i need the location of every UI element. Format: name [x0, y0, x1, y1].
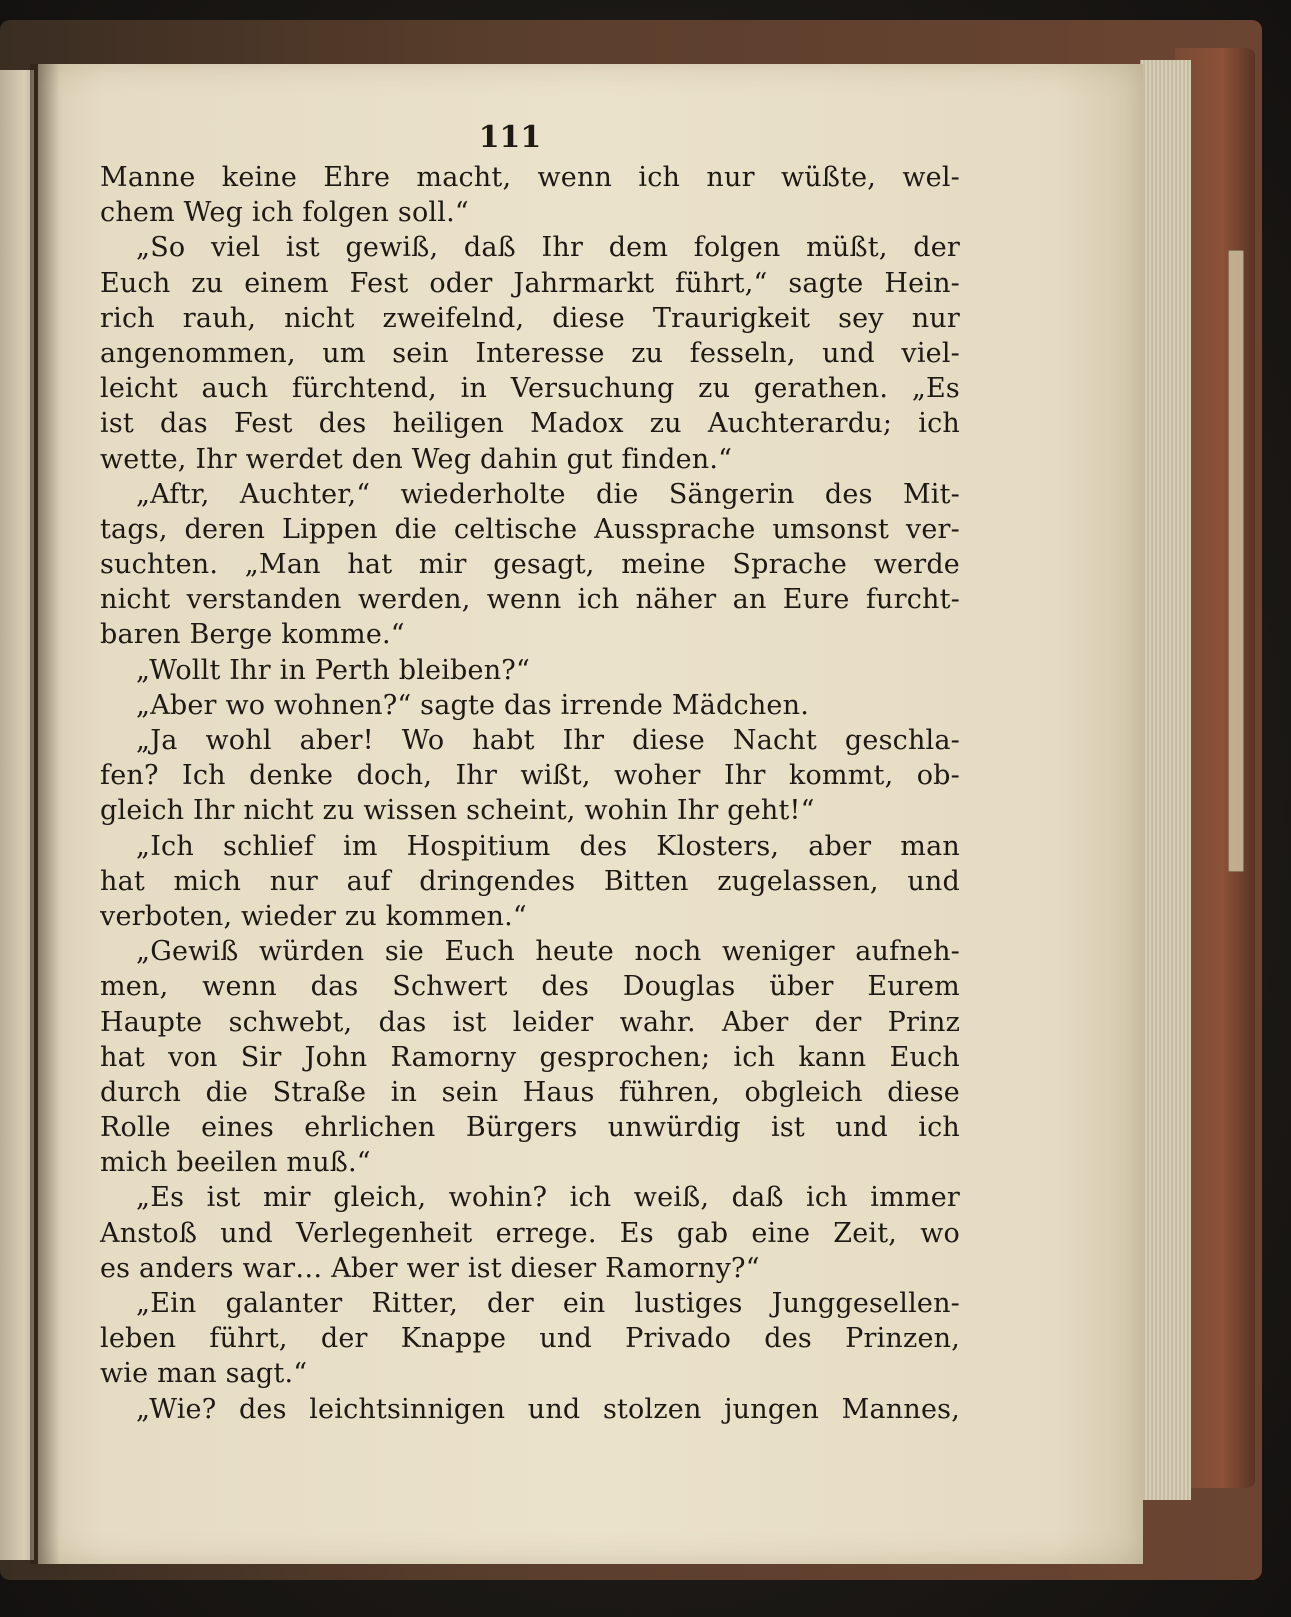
page-number: 111 — [478, 120, 542, 155]
text-line: leicht auch fürchtend, in Versuchung zu gerathen. „Es — [100, 373, 960, 405]
text-lines — [100, 160, 960, 1427]
text-line: „Gewiß würden sie Euch heute noch weniger aufneh- — [136, 936, 960, 968]
text-line: verboten, wieder zu kommen.“ — [100, 900, 527, 932]
text-line: mich beeilen muß.“ — [100, 1147, 371, 1179]
text-line: Rolle eines ehrlichen Bürgers unwürdig ist und ich — [100, 1112, 960, 1144]
text-line: baren Berge komme.“ — [100, 619, 405, 651]
text-line: chem Weg ich folgen soll.“ — [100, 197, 469, 229]
text-line: rich rauh, nicht zweifelnd, diese Traurigkeit sey nur — [100, 302, 960, 334]
gutter-shadow — [30, 64, 60, 1564]
text-line: „Es ist mir gleich, wohin? ich weiß, daß ich immer — [136, 1182, 960, 1214]
text-line: hat von Sir John Ramorny gesprochen; ich kann Euch — [100, 1041, 960, 1073]
text-line: „Wollt Ihr in Perth bleiben?“ — [136, 654, 530, 686]
text-line: hat mich nur auf dringendes Bitten zugelassen, und — [100, 865, 960, 897]
text-line: wie man sagt.“ — [100, 1358, 308, 1390]
text-line: leben führt, der Knappe und Privado des Prinzen, — [100, 1323, 960, 1355]
text-line: durch die Straße in sein Haus führen, obgleich diese — [100, 1076, 960, 1108]
text-line: es anders war… Aber wer ist dieser Ramorny?“ — [100, 1252, 760, 1284]
text-line: suchten. „Man hat mir gesagt, meine Sprache werde — [100, 549, 960, 581]
text-line: „Aftr, Auchter,“ wiederholte die Sängerin des Mit- — [136, 478, 960, 510]
text-line: „Ich schlief im Hospitium des Klosters, aber man — [136, 830, 960, 862]
text-line: nicht verstanden werden, wenn ich näher an Eure furcht- — [100, 584, 960, 616]
text-line: Manne keine Ehre macht, wenn ich nur wüßte, wel- — [100, 162, 960, 193]
text-line: Haupte schwebt, das ist leider wahr. Aber der Prinz — [100, 1006, 960, 1038]
bookmark-strip — [1228, 250, 1244, 872]
text-line: Anstoß und Verlegenheit errege. Es gab eine Zeit, wo — [100, 1217, 960, 1249]
page-text-block — [100, 118, 960, 1427]
text-line: „Ein galanter Ritter, der ein lustiges Junggesellen- — [136, 1288, 960, 1319]
text-line: men, wenn das Schwert des Douglas über Eurem — [100, 971, 960, 1003]
text-line: gleich Ihr nicht zu wissen scheint, wohin Ihr geht!“ — [100, 795, 815, 827]
text-line: Euch zu einem Fest oder Jahrmarkt führt,“ sagte Hein- — [100, 267, 960, 299]
text-line: „Ja wohl aber! Wo habt Ihr diese Nacht geschla- — [136, 725, 960, 756]
text-line: tags, deren Lippen die celtische Aussprache umsonst ver- — [100, 513, 960, 545]
text-line: fen? Ich denke doch, Ihr wißt, woher Ihr kommt, ob- — [100, 760, 960, 792]
left-page-edge — [0, 70, 34, 1560]
text-line: ist das Fest des heiligen Madox zu Auchterardu; ich — [100, 408, 960, 440]
text-line: wette, Ihr werdet den Weg dahin gut finden.“ — [100, 443, 733, 475]
page-stack-edge — [1140, 60, 1191, 1500]
text-line: „Aber wo wohnen?“ sagte das irrende Mädchen. — [136, 689, 809, 721]
text-line: „So viel ist gewiß, daß Ihr dem folgen müßt, der — [136, 232, 960, 264]
text-line: angenommen, um sein Interesse zu fesseln, und viel- — [100, 337, 960, 369]
text-line: „Wie? des leichtsinnigen und stolzen jungen Mannes, — [136, 1393, 960, 1425]
